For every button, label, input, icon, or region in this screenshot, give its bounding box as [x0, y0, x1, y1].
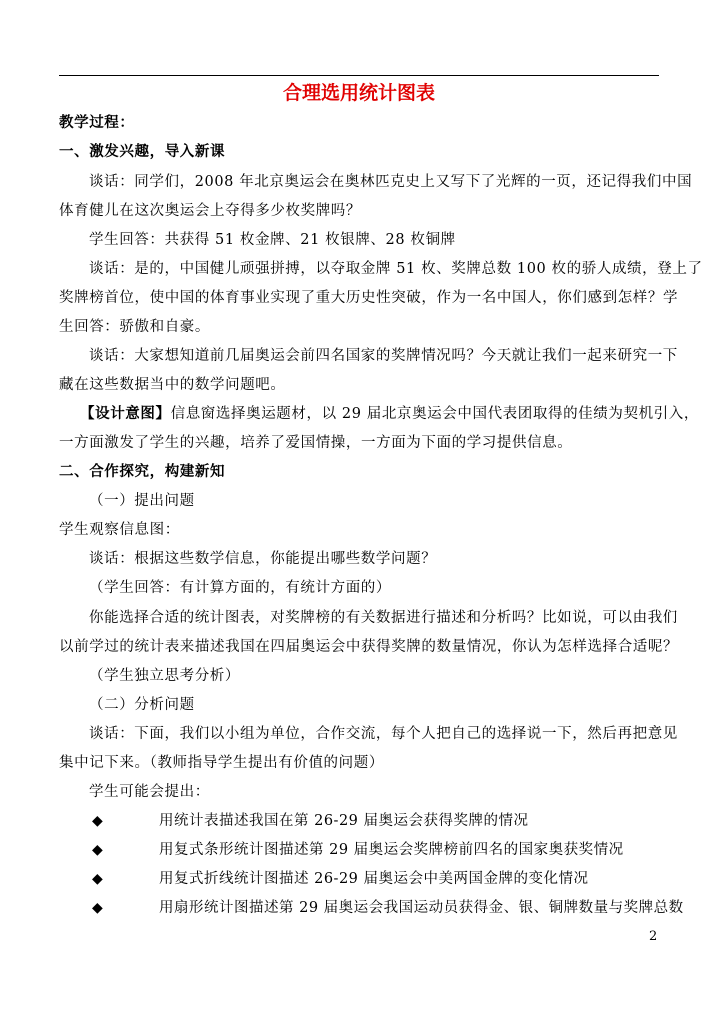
paragraph-line: 一方面激发了学生的兴趣，培养了爱国情操，一方面为下面的学习提供信息。 — [59, 435, 573, 451]
section-heading-2: 二、合作探究，构建新知 — [59, 464, 226, 480]
paragraph-line: 谈话：同学们，2008 年北京奥运会在奥林匹克史上又写下了光辉的一页，还记得我们中国 — [89, 174, 693, 190]
subsection-heading: （二）分析问题 — [89, 697, 195, 713]
diamond-bullet-icon: ◆ — [92, 871, 103, 887]
design-intent-tag: 【设计意图】 — [80, 406, 171, 422]
diamond-bullet-icon: ◆ — [92, 900, 103, 916]
paragraph-line: 你能选择合适的统计图表，对奖牌榜的有关数据进行描述和分析吗？比如说，可以由我们 — [89, 610, 678, 626]
paragraph-line: 学生回答：共获得 51 枚金牌、21 枚银牌、28 枚铜牌 — [89, 232, 456, 248]
paragraph-line: 谈话：下面，我们以小组为单位，合作交流，每个人把自己的选择说一下，然后再把意见 — [89, 726, 678, 742]
paragraph-line: 谈话：大家想知道前几届奥运会前四名国家的奖牌情况吗？今天就让我们一起来研究一下 — [89, 348, 678, 364]
diamond-bullet-icon: ◆ — [92, 813, 103, 829]
subsection-heading: （一）提出问题 — [89, 493, 195, 509]
paragraph-line: 学生观察信息图： — [59, 522, 180, 538]
page-title: 合理选用统计图表 — [282, 82, 435, 104]
list-item: 用统计表描述我国在第 26-29 届奥运会获得奖牌的情况 — [159, 813, 529, 829]
list-item: 用复式折线统计图描述 26-29 届奥运会中美两国金牌的变化情况 — [159, 871, 589, 887]
paragraph-line: 体育健儿在这次奥运会上夺得多少枚奖牌吗？ — [59, 203, 361, 219]
list-item: 用扇形统计图描述第 29 届奥运会我国运动员获得金、银、铜牌数量与奖牌总数 — [159, 900, 684, 916]
paragraph-line: 谈话：是的，中国健儿顽强拼搏，以夺取金牌 51 枚、奖牌总数 100 枚的骄人成绩，登上了 — [89, 261, 703, 277]
paragraph-line: （学生独立思考分析） — [89, 668, 240, 684]
paragraph-line: 谈话：根据这些数学信息，你能提出哪些数学问题？ — [89, 551, 437, 567]
paragraph-line: 奖牌榜首位，使中国的体育事业实现了重大历史性突破，作为一名中国人，你们感到怎样？学 — [59, 290, 679, 306]
design-intent-text: 信息窗选择奥运题材，以 29 届北京奥运会中国代表团取得的佳绩为契机引入， — [170, 406, 699, 422]
paragraph-line: （学生回答：有计算方面的，有统计方面的） — [89, 580, 391, 596]
section-heading-1: 一、激发兴趣，导入新课 — [59, 144, 226, 160]
paragraph-line: 学生可能会提出： — [89, 784, 210, 800]
header-rule — [59, 75, 659, 76]
diamond-bullet-icon: ◆ — [92, 842, 103, 858]
section-label-process: 教学过程： — [59, 115, 135, 131]
paragraph-line: 藏在这些数据当中的数学问题吧。 — [59, 377, 286, 393]
paragraph-line: 以前学过的统计表来描述我国在四届奥运会中获得奖牌的数量情况，你认为怎样选择合适呢？ — [59, 639, 679, 655]
page-number: 2 — [649, 929, 658, 944]
paragraph-line: 生回答：骄傲和自豪。 — [59, 319, 210, 335]
paragraph-line: 集中记下来。（教师指导学生提出有价值的问题） — [59, 755, 384, 771]
list-item: 用复式条形统计图描述第 29 届奥运会奖牌榜前四名的国家奥获奖情况 — [159, 842, 624, 858]
design-intent-line — [80, 404, 699, 424]
